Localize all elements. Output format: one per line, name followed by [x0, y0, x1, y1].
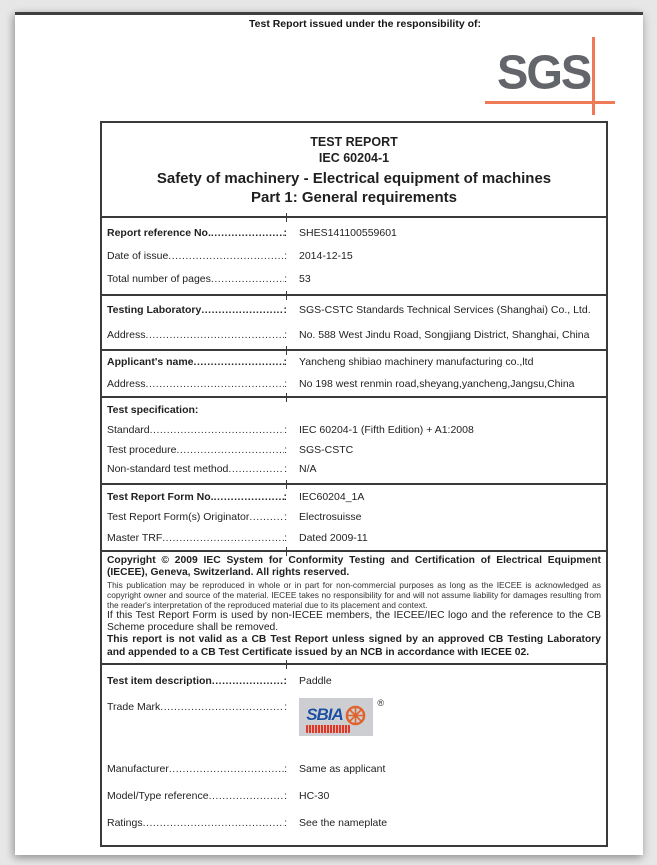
copyright-validity-note: This report is not valid as a CB Test Report unless signed by an approved CB Testing Laboratory and appended to a CB Test Certificate issued by an NCB in accordance with IECEE 02.: [107, 634, 601, 658]
trademark-image: [299, 698, 384, 736]
title-line-1: TEST REPORT: [310, 135, 398, 149]
section-test-specification: [102, 398, 606, 485]
title-line-4: Part 1: General requirements: [251, 189, 457, 206]
field-label: Test Report Form No. ..... :: [107, 487, 287, 508]
report-table: [100, 121, 608, 847]
field-label: Date of issue ..... :: [107, 245, 287, 268]
field-row-trade-mark: [102, 694, 606, 756]
field-value: See the nameplate: [299, 817, 388, 830]
title-line-3: Safety of machinery - Electrical equipment of machines: [156, 170, 552, 187]
field-label: Testing Laboratory ..... :: [107, 298, 287, 323]
field-label: Report reference No. ..... :: [107, 222, 287, 245]
field-value: Dated 2009-11: [299, 531, 368, 544]
field-label: Manufacturer ..... :: [107, 756, 287, 783]
trademark-wheel-icon: [345, 705, 366, 726]
field-label: Model/Type reference ..... :: [107, 783, 287, 810]
field-row-applicant-address: [102, 374, 606, 396]
field-value: IEC60204_1A: [299, 490, 365, 503]
registered-mark-icon: ®: [377, 698, 384, 709]
field-label: Trade Mark ..... :: [107, 694, 287, 721]
field-value: No. 588 West Jindu Road, Songjiang District, Shanghai, China: [299, 328, 590, 341]
trademark-logo-box: [299, 698, 373, 736]
copyright-notice: Copyright © 2009 IEC System for Conformity Testing and Certification of Electrical Equipment (IECEE), Geneva, Switzerland. All rights reserved.: [107, 555, 601, 579]
field-row-lab-address: [102, 323, 606, 348]
field-label: Non-standard test method ..... :: [107, 460, 287, 480]
title-line-2: IEC 60204-1: [318, 151, 390, 165]
copyright-removal-note: If this Test Report Form is used by non-IECEE members, the IECEE/IEC logo and the reference to the CB Scheme procedure shall be removed.: [107, 609, 601, 634]
field-row-manufacturer: [102, 756, 606, 783]
field-label: Test procedure ..... :: [107, 441, 287, 461]
field-label: Address ..... :: [107, 323, 287, 348]
report-page: [15, 12, 643, 855]
field-label: Applicant's name ..... :: [107, 352, 287, 374]
sgs-logo-text: SGS: [497, 44, 591, 99]
section-report-reference: [102, 218, 606, 296]
field-label: Address ..... :: [107, 374, 287, 396]
title-block: [102, 123, 606, 218]
section-applicant: [102, 351, 606, 398]
field-row-form-originator: [102, 507, 606, 528]
copyright-fine-print: This publication may be reproduced in whole or in part for non-commercial purposes as long as the IECEE is acknowledged as copyright owner and source of the material. IECEE takes no responsibility for and will not assume liability for damages resulting from the reader's interpretation of the reproduced material due to its placement and context.: [107, 579, 601, 610]
field-row-test-report-form-no: [102, 487, 606, 508]
field-value: [287, 694, 602, 736]
field-value: 53: [299, 273, 311, 285]
field-value: No 198 west renmin road,sheyang,yancheng,Jangsu,China: [299, 377, 575, 390]
field-value: SHES141100559601: [299, 227, 397, 239]
section-test-item: [102, 665, 606, 845]
field-value: Same as applicant: [299, 763, 386, 776]
field-value: Electrosuisse: [299, 511, 362, 523]
section-report-form: [102, 485, 606, 553]
field-value: HC-30: [299, 790, 330, 803]
field-row-standard: [102, 421, 606, 441]
trademark-chinese-text: [306, 725, 350, 733]
test-specification-header: Test specification:: [107, 404, 199, 416]
field-value: 2014-12-15: [299, 250, 353, 262]
field-label: Ratings ..... :: [107, 810, 287, 837]
section-testing-laboratory: [102, 296, 606, 351]
field-row-model-type-reference: [102, 783, 606, 810]
copyright-block: [102, 552, 606, 665]
field-value: Paddle: [299, 675, 332, 688]
field-label: Test item description ..... :: [107, 669, 287, 694]
field-row-master-trf: [102, 528, 606, 549]
field-row-non-standard-method: [102, 460, 606, 480]
field-row-applicant-name: [102, 352, 606, 374]
field-row-testing-laboratory: [102, 298, 606, 323]
field-label: Master TRF ..... :: [107, 528, 287, 549]
field-value: IEC 60204-1 (Fifth Edition) + A1:2008: [299, 424, 474, 436]
field-row-report-reference-no: [102, 222, 606, 245]
field-value: Yancheng shibiao machinery manufacturing co.,ltd: [299, 356, 534, 368]
field-label: Standard ..... :: [107, 421, 287, 441]
field-label: Total number of pages ..... :: [107, 268, 287, 291]
field-value: N/A: [299, 463, 317, 475]
header-note: Test Report issued under the responsibility of:: [249, 18, 481, 30]
field-row-date-of-issue: [102, 245, 606, 268]
field-row-ratings: [102, 810, 606, 837]
field-value: SGS-CSTC: [299, 443, 354, 456]
field-row-test-item-description: [102, 669, 606, 694]
field-row-test-procedure: [102, 441, 606, 461]
field-label: Test Report Form(s) Originator ..... :: [107, 507, 287, 528]
trademark-text: SBIA: [306, 704, 343, 724]
sgs-logo-horizontal-line: [485, 101, 615, 104]
field-row-total-pages: [102, 268, 606, 291]
field-value: SGS-CSTC Standards Technical Services (Shanghai) Co., Ltd.: [299, 304, 591, 316]
